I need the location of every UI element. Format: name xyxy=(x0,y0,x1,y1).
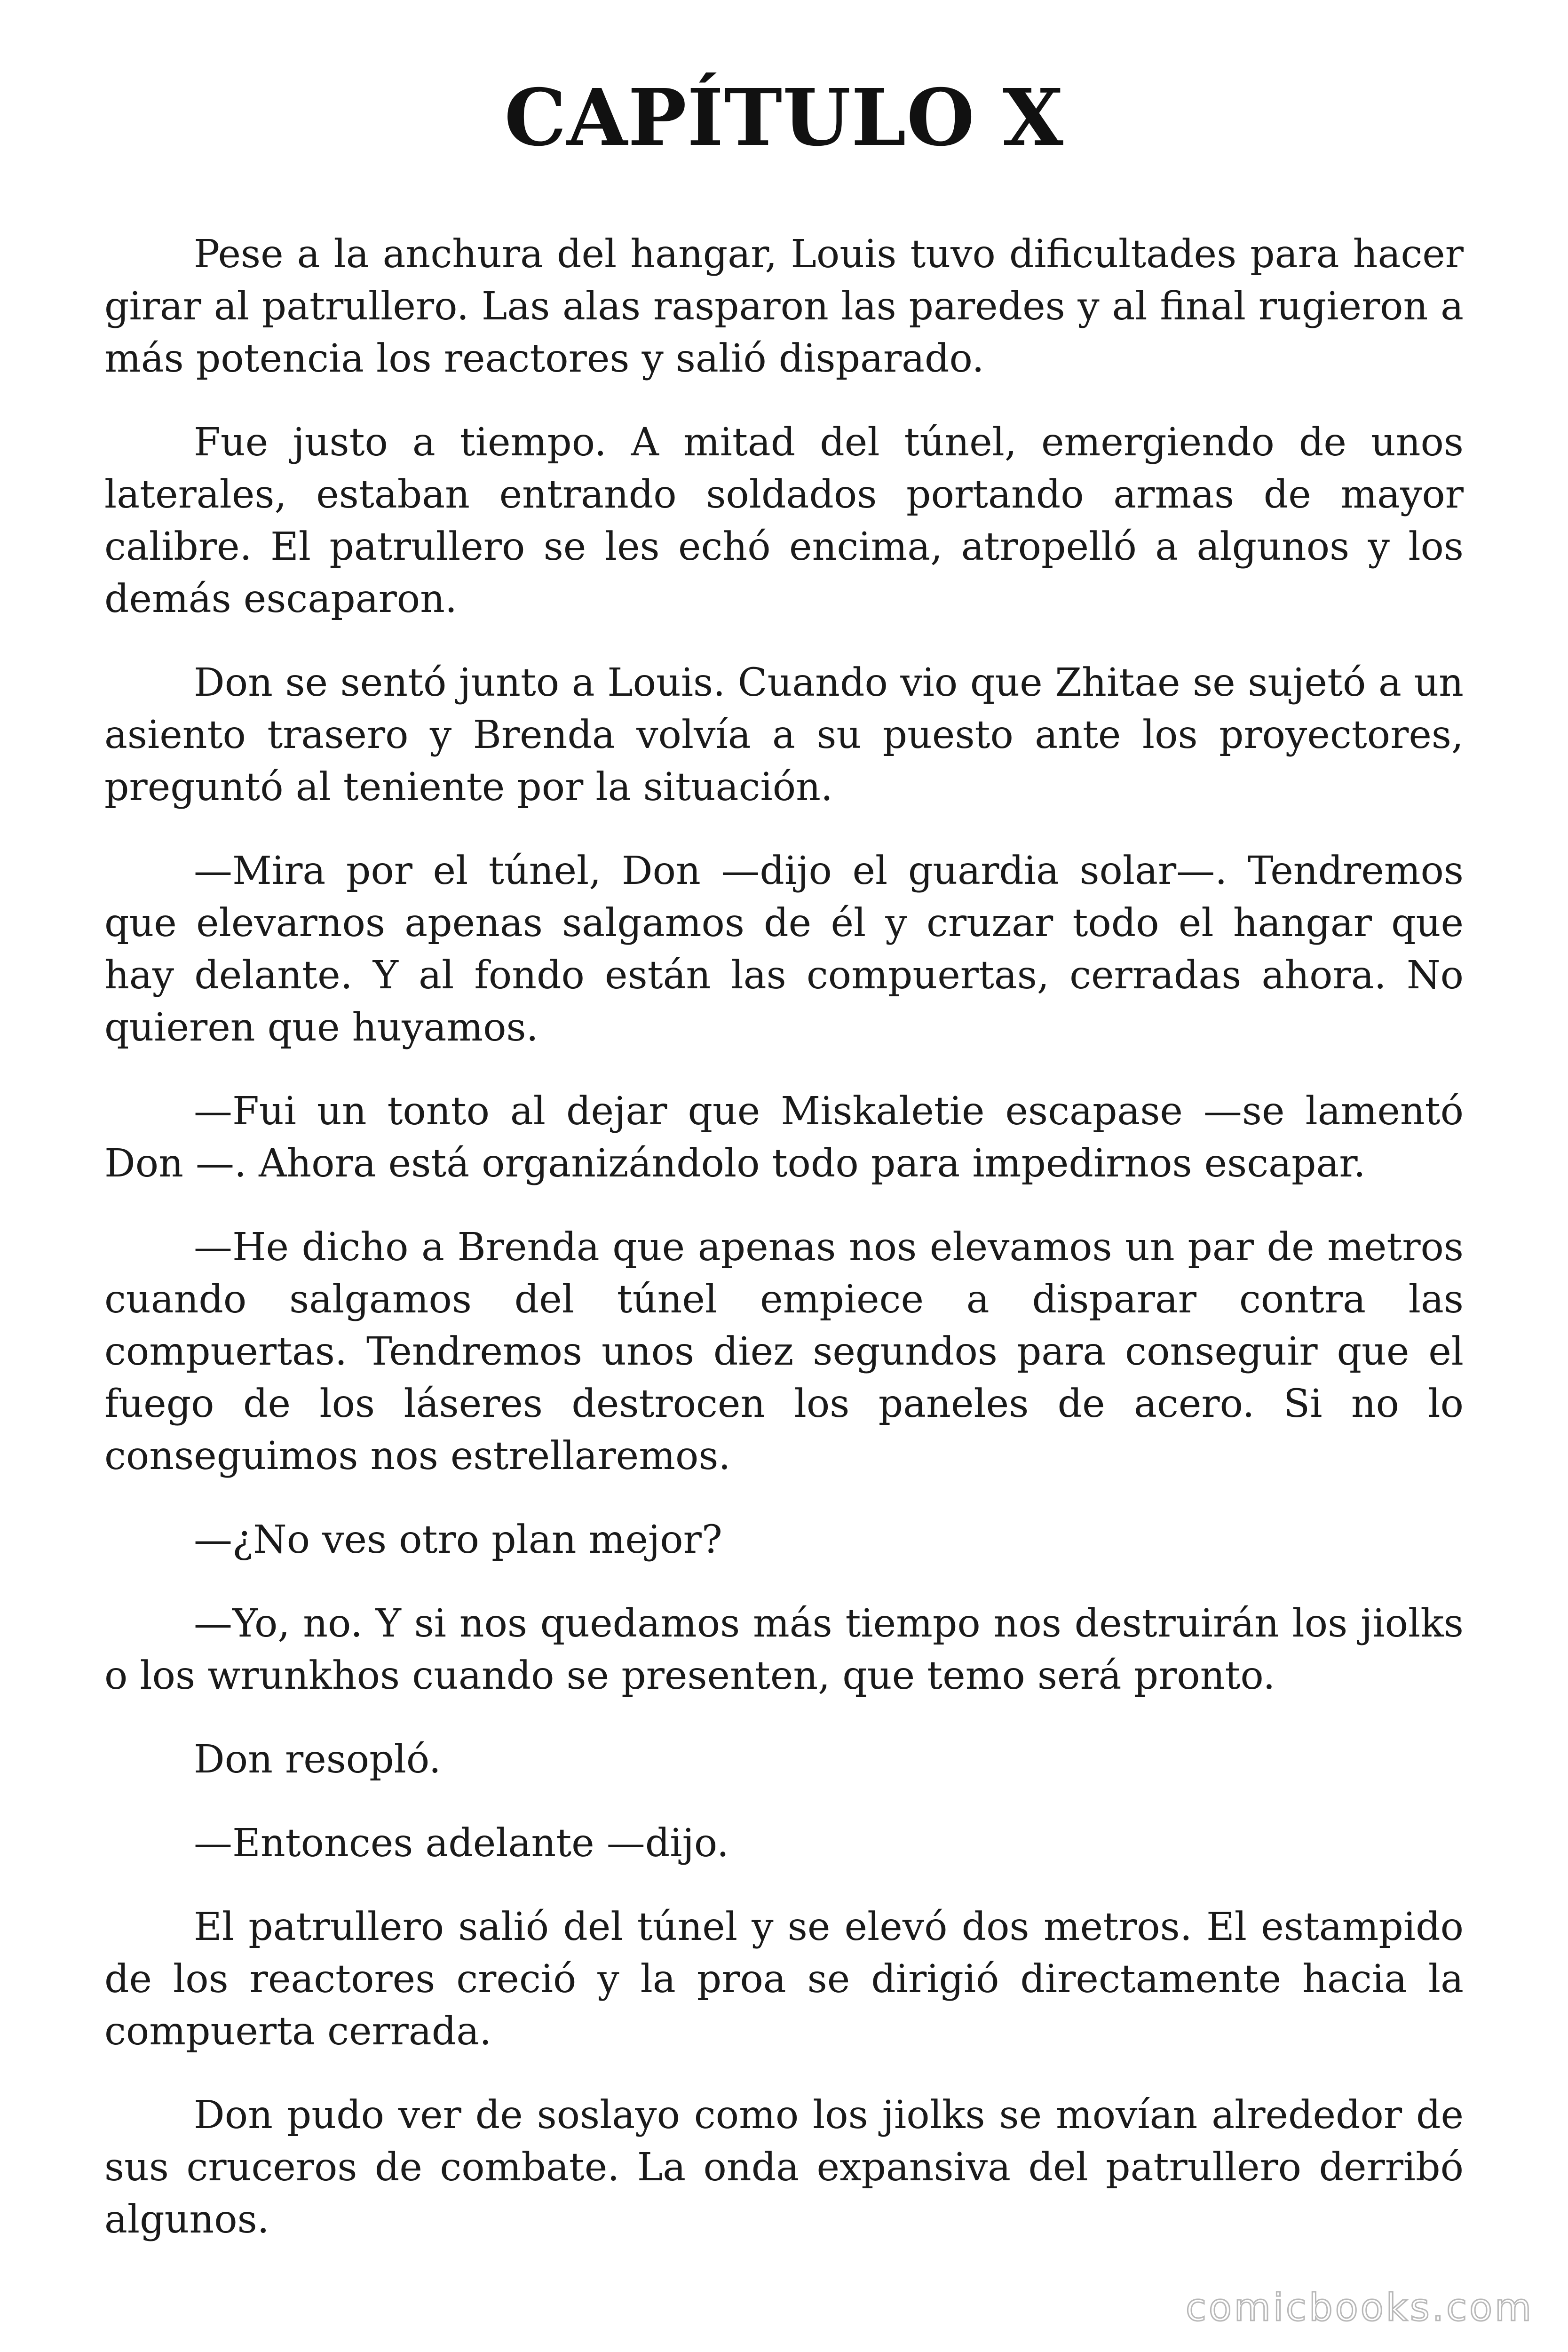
paragraph: —¿No ves otro plan mejor? xyxy=(194,1517,722,1562)
paragraph: Fue justo a tiempo. A mitad del túnel, emergiendo de unos laterales, estaban entrando soldados portando armas de mayor calibre. El patrullero se les echó encima, atropelló a algunos y los demás escaparon. xyxy=(104,420,1464,621)
paragraph: —Mira por el túnel, Don —dijo el guardia solar—. Tendremos que elevarnos apenas salgamos de él y cruzar todo el hangar que hay delante. Y al fondo están las compuertas, cerradas ahora. No quieren que huyamos. xyxy=(104,848,1464,1050)
chapter-title: CAPÍTULO X xyxy=(504,72,1064,164)
chapter-body xyxy=(104,228,1464,2246)
paragraph: Pese a la anchura del hangar, Louis tuvo dificultades para hacer girar al patrullero. Las alas rasparon las paredes y al final rugieron a más potencia los reactores y salió disparado. xyxy=(104,231,1464,381)
paragraph: Don resopló. xyxy=(194,1737,441,1782)
paragraph: —Entonces adelante —dijo. xyxy=(194,1820,729,1866)
paragraph: —Yo, no. Y si nos quedamos más tiempo nos destruirán los jiolks o los wrunkhos cuando se presenten, que temo será pronto. xyxy=(104,1601,1464,1698)
watermark: comicbooks.com xyxy=(1185,2286,1534,2329)
book-page xyxy=(104,72,1464,2277)
paragraph: Don se sentó junto a Louis. Cuando vio que Zhitae se sujetó a un asiento trasero y Brenda volvía a su puesto ante los proyectores, preguntó al teniente por la situación. xyxy=(104,660,1464,810)
paragraph: El patrullero salió del túnel y se elevó dos metros. El estampido de los reactores creció y la proa se dirigió directamente hacia la compuerta cerrada. xyxy=(104,1904,1464,2054)
paragraph: —He dicho a Brenda que apenas nos elevamos un par de metros cuando salgamos del túnel empiece a disparar contra las compuertas. Tendremos unos diez segundos para conseguir que el fuego de los láseres destrocen los paneles de acero. Si no lo conseguimos nos estrellaremos. xyxy=(104,1224,1464,1478)
paragraph: Don pudo ver de soslayo como los jiolks se movían alrededor de sus cruceros de combate. La onda expansiva del patrullero derribó algunos. xyxy=(104,2092,1464,2242)
paragraph: —Fui un tonto al dejar que Miskaletie escapase —se lamentó Don —. Ahora está organizándolo todo para impedirnos escapar. xyxy=(104,1089,1464,1186)
